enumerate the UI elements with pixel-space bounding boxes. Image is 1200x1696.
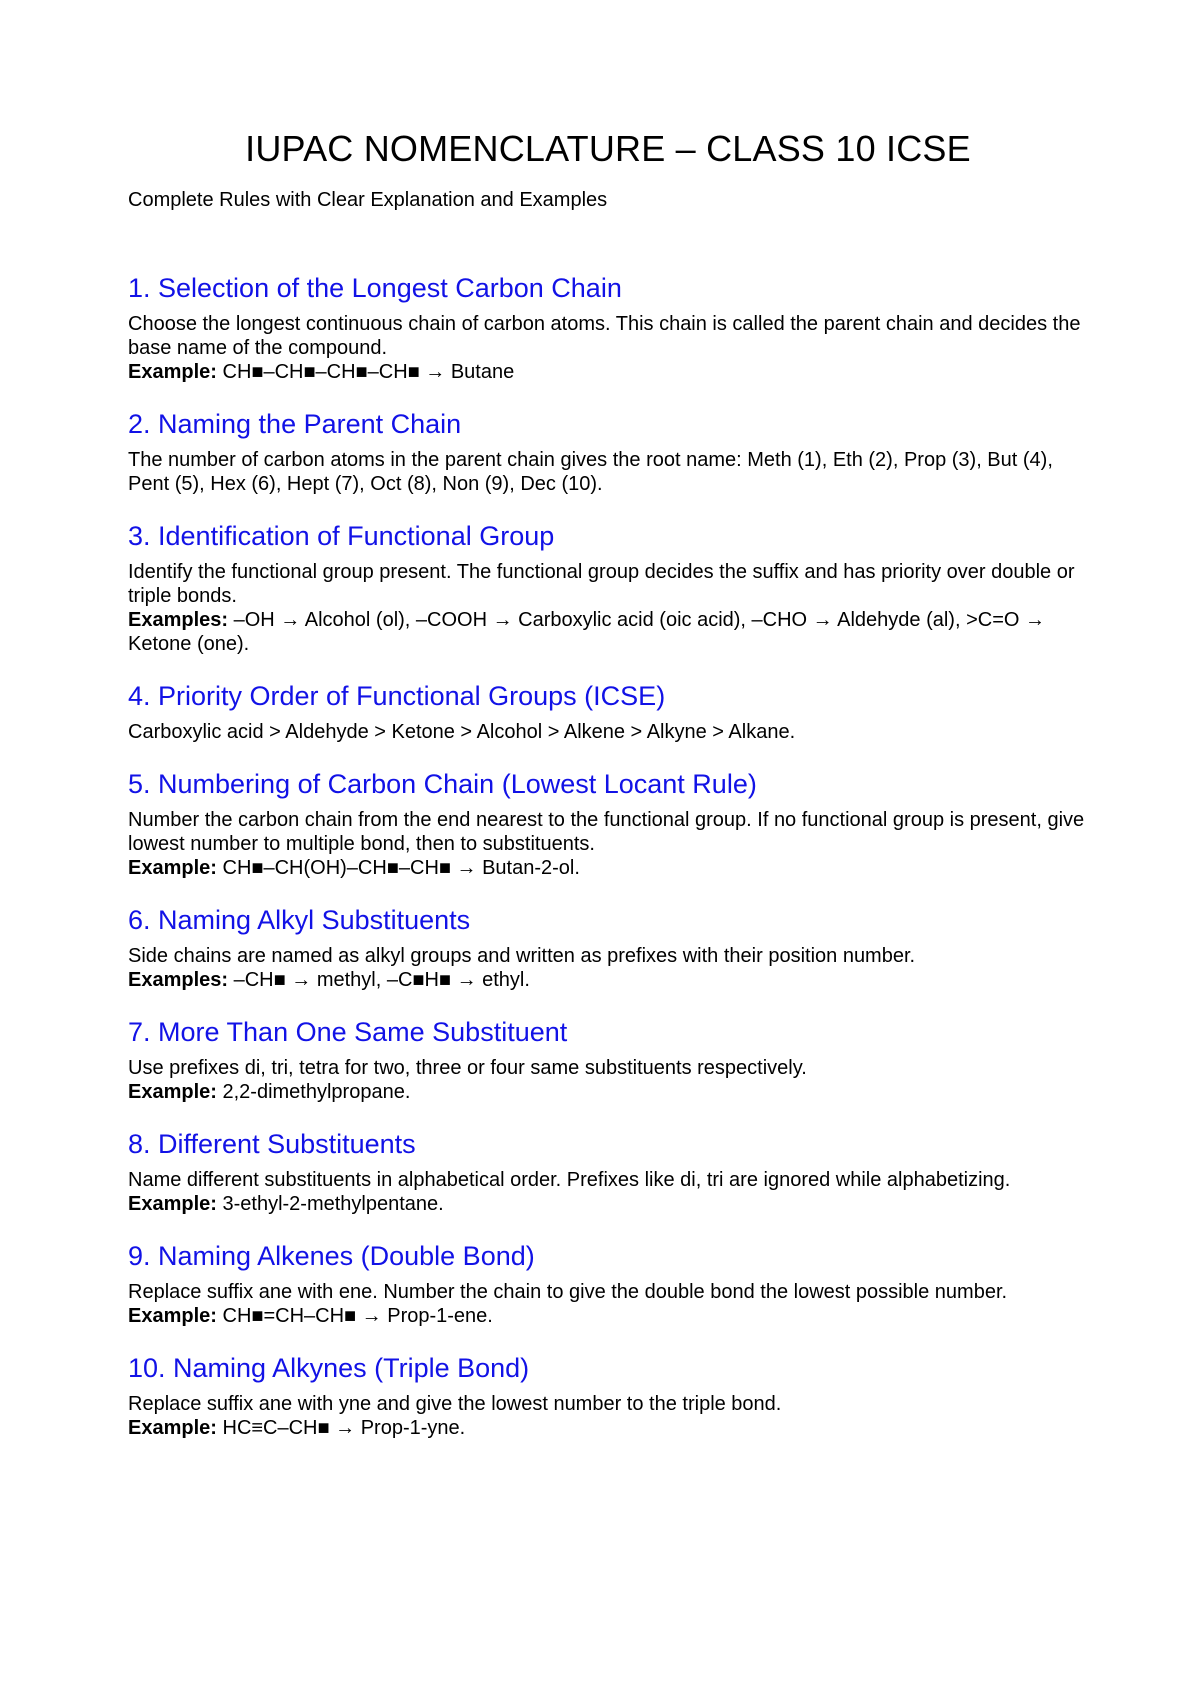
rule-section-1 (128, 272, 1088, 384)
example-label: Examples: (128, 969, 229, 991)
section-heading: 7. More Than One Same Substituent (128, 1017, 568, 1047)
section-heading: 4. Priority Order of Functional Groups (ICSE) (128, 681, 666, 711)
rule-section-7 (128, 1016, 1088, 1104)
rule-section-2 (128, 408, 1088, 496)
example-text: HC≡C–CH■ → Prop-1-yne. (216, 1417, 466, 1439)
rule-section-3 (128, 520, 1088, 656)
example-label: Example: (128, 1081, 217, 1103)
example-text: 2,2-dimethylpropane. (216, 1081, 411, 1103)
section-body: Carboxylic acid > Aldehyde > Ketone > Alcohol > Alkene > Alkyne > Alkane. (128, 721, 796, 743)
section-heading: 1. Selection of the Longest Carbon Chain (128, 273, 622, 303)
rule-section-6 (128, 904, 1088, 992)
rule-section-4 (128, 680, 1088, 744)
example-line (128, 608, 1088, 656)
rule-section-9 (128, 1240, 1088, 1328)
section-body: Choose the longest continuous chain of carbon atoms. This chain is called the parent chain and decides the base name of the compound. (128, 313, 1081, 359)
example-line (128, 1080, 1088, 1104)
example-text: –OH → Alcohol (ol), –COOH → Carboxylic acid (oic acid), –CHO → Aldehyde (al), >C=O → Ketone (one). (128, 609, 1045, 655)
section-body: Side chains are named as alkyl groups and written as prefixes with their position number. (128, 945, 916, 967)
document-subtitle: Complete Rules with Clear Explanation and Examples (128, 189, 608, 211)
example-text: CH■–CH■–CH■–CH■ → Butane (216, 361, 515, 383)
section-heading: 2. Naming the Parent Chain (128, 409, 462, 439)
section-body: Number the carbon chain from the end nearest to the functional group. If no functional group is present, give lowest number to multiple bond, then to substituents. (128, 809, 1085, 855)
example-label: Example: (128, 1417, 217, 1439)
section-heading: 5. Numbering of Carbon Chain (Lowest Locant Rule) (128, 769, 757, 799)
example-label: Example: (128, 1305, 217, 1327)
section-body: The number of carbon atoms in the parent chain gives the root name: Meth (1), Eth (2), Prop (3), But (4), Pent (5), Hex (6), Hept (7), Oct (8), Non (9), Dec (10). (128, 449, 1053, 495)
example-label: Examples: (128, 609, 229, 631)
rule-section-5 (128, 768, 1088, 880)
document-title: IUPAC NOMENCLATURE – CLASS 10 ICSE (245, 128, 971, 169)
section-body: Use prefixes di, tri, tetra for two, three or four same substituents respectively. (128, 1057, 807, 1079)
example-text: CH■–CH(OH)–CH■–CH■ → Butan-2-ol. (216, 857, 580, 879)
example-line (128, 1304, 1088, 1328)
section-heading: 6. Naming Alkyl Substituents (128, 905, 471, 935)
section-heading: 8. Different Substituents (128, 1129, 416, 1159)
section-heading: 10. Naming Alkynes (Triple Bond) (128, 1353, 530, 1383)
rule-section-8 (128, 1128, 1088, 1216)
example-text: CH■=CH–CH■ → Prop-1-ene. (216, 1305, 493, 1327)
example-line (128, 968, 1088, 992)
section-body: Replace suffix ane with yne and give the lowest number to the triple bond. (128, 1393, 782, 1415)
section-body: Name different substituents in alphabetical order. Prefixes like di, tri are ignored while alphabetizing. (128, 1169, 1011, 1191)
section-heading: 9. Naming Alkenes (Double Bond) (128, 1241, 535, 1271)
example-line (128, 1192, 1088, 1216)
example-line (128, 856, 1088, 880)
example-label: Example: (128, 857, 217, 879)
rule-section-10 (128, 1352, 1088, 1440)
example-label: Example: (128, 1193, 217, 1215)
section-body: Replace suffix ane with ene. Number the chain to give the double bond the lowest possible number. (128, 1281, 1008, 1303)
example-line (128, 360, 1088, 384)
section-heading: 3. Identification of Functional Group (128, 521, 555, 551)
example-label: Example: (128, 361, 217, 383)
example-text: 3-ethyl-2-methylpentane. (216, 1193, 444, 1215)
example-text: –CH■ → methyl, –C■H■ → ethyl. (228, 969, 530, 991)
section-body: Identify the functional group present. The functional group decides the suffix and has priority over double or triple bonds. (128, 561, 1075, 607)
document-content (128, 126, 1088, 1464)
rules-list (128, 272, 1088, 1440)
example-line (128, 1416, 1088, 1440)
